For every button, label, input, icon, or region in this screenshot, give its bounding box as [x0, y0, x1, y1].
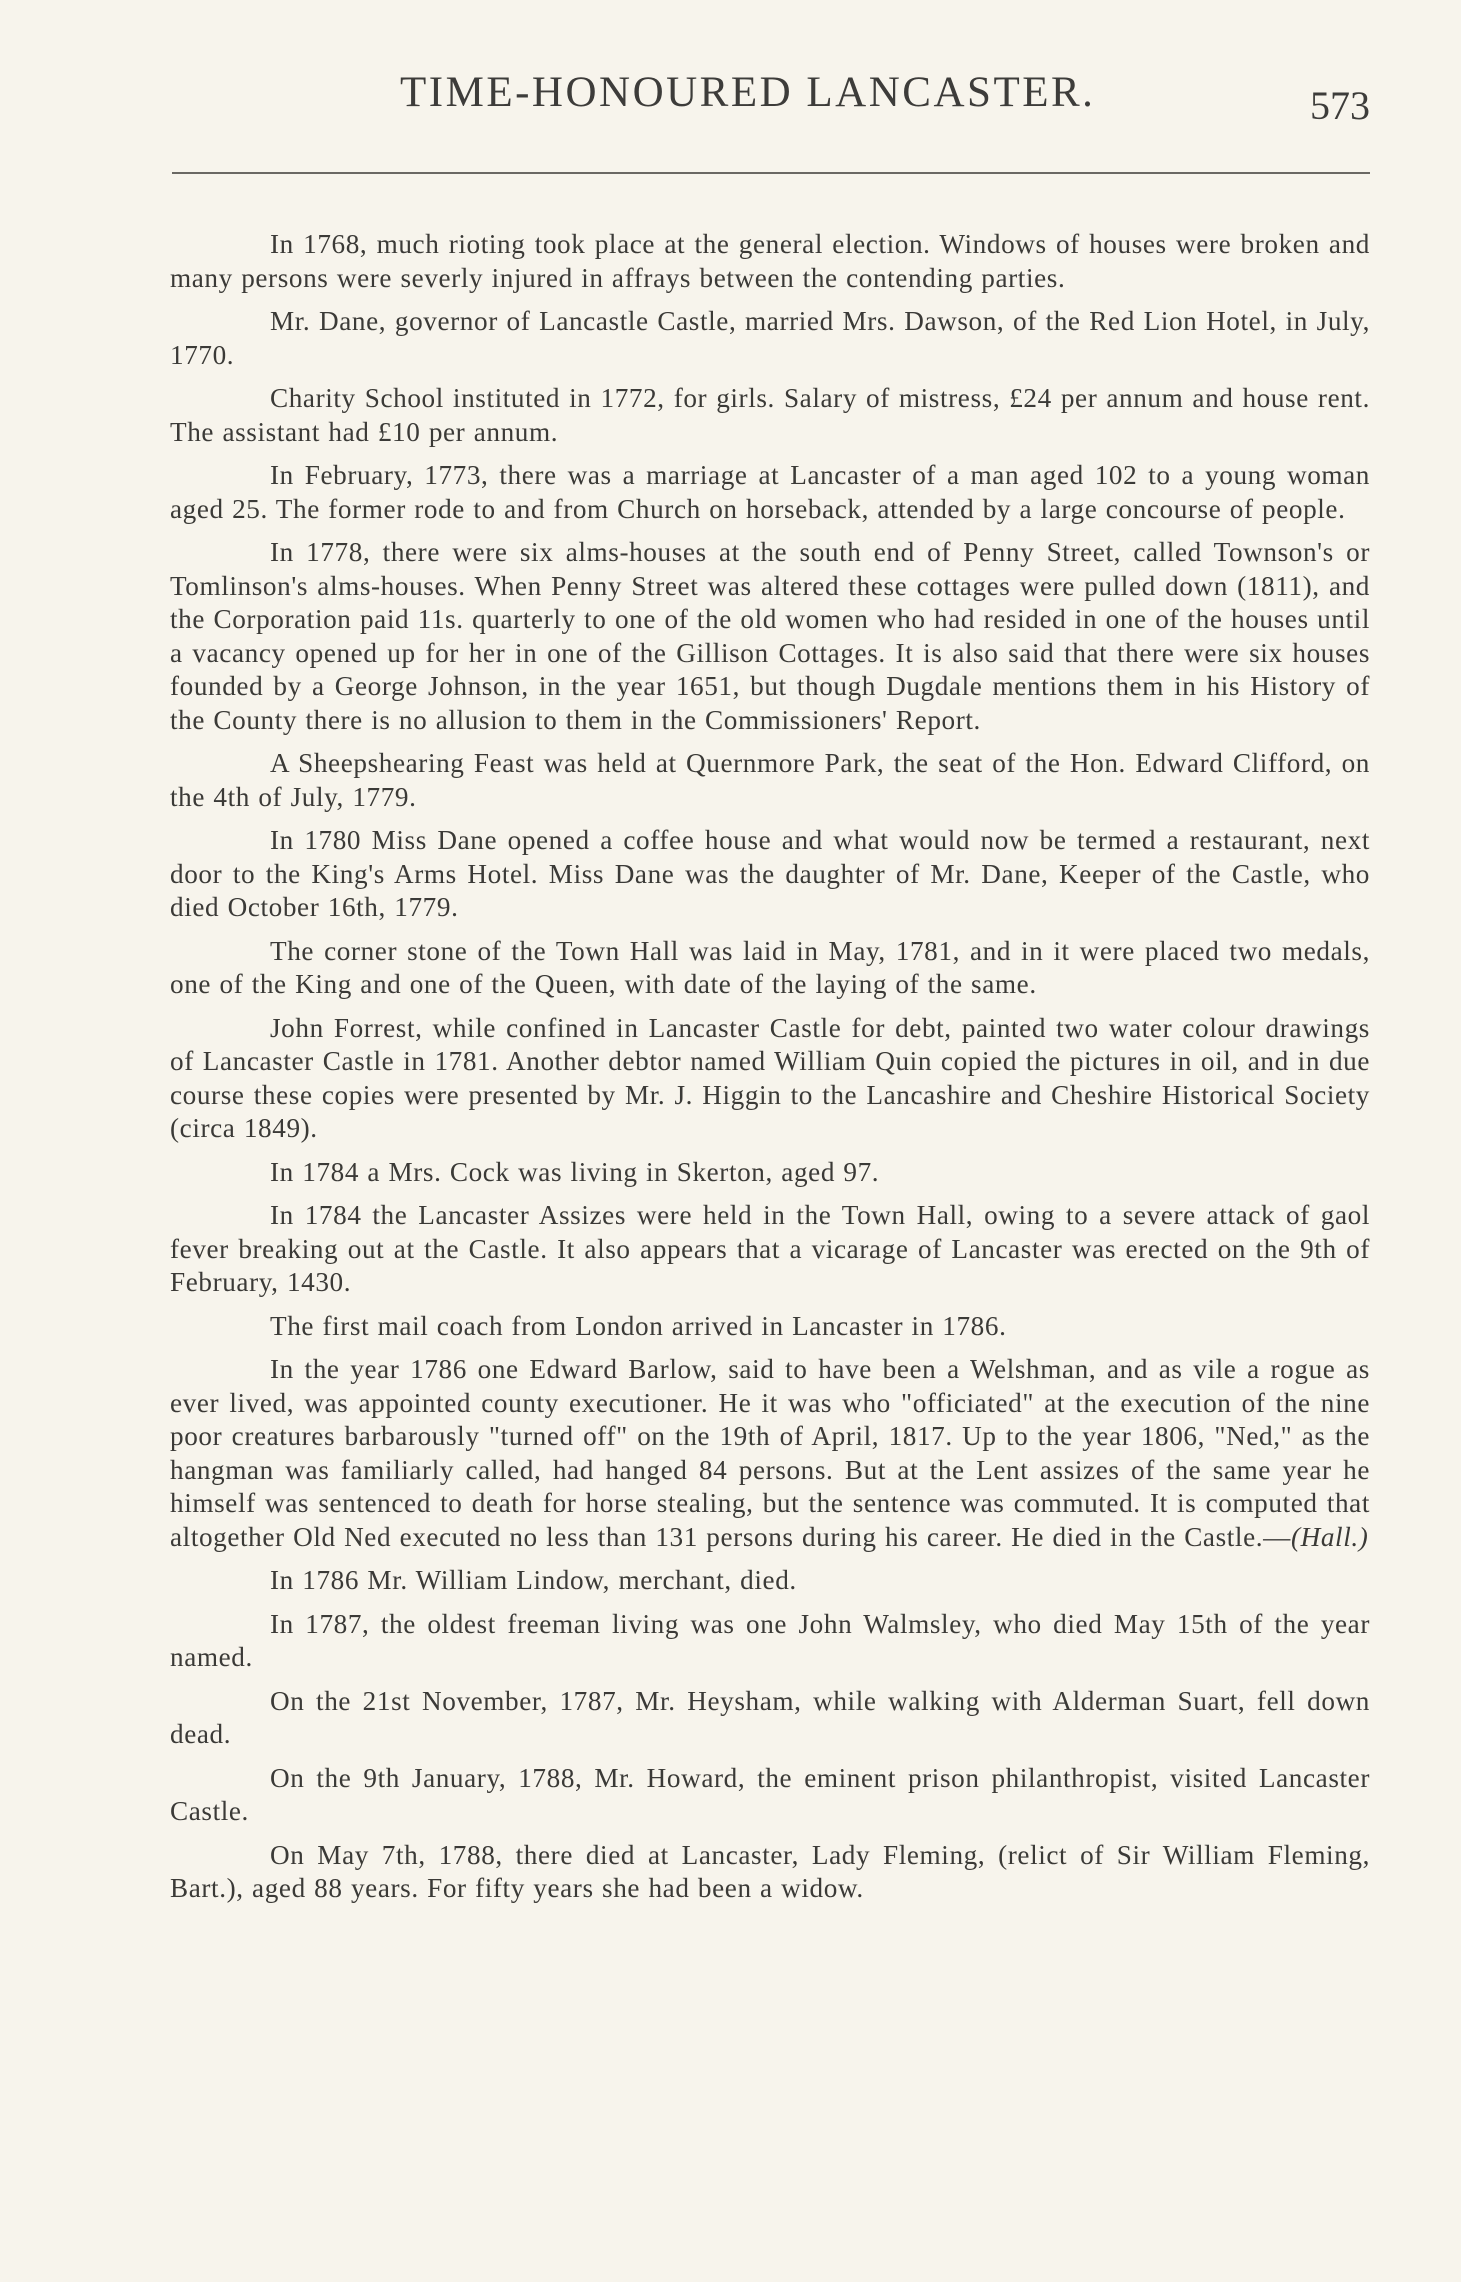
body-text: [170, 228, 1370, 1906]
citation: (Hall.): [1290, 1521, 1369, 1552]
paragraph: On May 7th, 1788, there died at Lancaster, Lady Fleming, (relict of Sir William Fleming, Bart.), aged 88 years. For fifty years she had been a widow.: [170, 1839, 1370, 1903]
paragraph: John Forrest, while confined in Lancaster Castle for debt, painted two water colour drawings of Lancaster Castle in 1781. Another debtor named William Quin copied the pictures in oil, and in due course these copies were presented by Mr. J. Higgin to the Lancashire and Cheshire Historical Society (circa 1849).: [170, 1012, 1370, 1143]
paragraph: In 1787, the oldest freeman living was one John Walmsley, who died May 15th of the year named.: [170, 1608, 1370, 1672]
header-rule: [172, 172, 1370, 174]
paragraph: The first mail coach from London arrived in Lancaster in 1786.: [270, 1310, 1007, 1341]
paragraph: In 1768, much rioting took place at the general election. Windows of houses were broken and many persons were severly injured in affrays between the contending parties.: [170, 229, 1370, 293]
paragraph: In 1784 the Lancaster Assizes were held in the Town Hall, owing to a severe attack of gaol fever breaking out at the Castle. It also appears that a vicarage of Lancaster was erected on the 9th of February, 1430.: [170, 1200, 1370, 1297]
running-head: TIME-HONOURED LANCASTER.: [400, 69, 1096, 116]
page-number: 573: [1310, 83, 1370, 128]
paragraph: In 1780 Miss Dane opened a coffee house and what would now be termed a restaurant, next door to the King's Arms Hotel. Miss Dane was the daughter of Mr. Dane, Keeper of the Castle, who died October 16th, 1779.: [170, 825, 1370, 922]
paragraph: On the 21st November, 1787, Mr. Heysham, while walking with Alderman Suart, fell down dead.: [170, 1685, 1370, 1749]
paragraph: In 1786 Mr. William Lindow, merchant, died.: [270, 1565, 797, 1595]
paragraph-with-citation: [170, 1353, 1370, 1554]
paragraph: A Sheepshearing Feast was held at Quernmore Park, the seat of the Hon. Edward Clifford, on the 4th of July, 1779.: [170, 748, 1370, 812]
paragraph: In 1784 a Mrs. Cock was living in Skerton, aged 97.: [270, 1156, 880, 1187]
paragraph: Mr. Dane, governor of Lancastle Castle, married Mrs. Dawson, of the Red Lion Hotel, in July, 1770.: [170, 306, 1370, 370]
paragraph: The corner stone of the Town Hall was laid in May, 1781, and in it were placed two medals, one of the King and one of the Queen, with date of the laying of the same.: [170, 935, 1370, 999]
paragraph: On the 9th January, 1788, Mr. Howard, the eminent prison philanthropist, visited Lancaster Castle.: [170, 1762, 1370, 1826]
paragraph: Charity School instituted in 1772, for girls. Salary of mistress, £24 per annum and house rent. The assistant had £10 per annum.: [170, 383, 1370, 447]
paragraph-text: In the year 1786 one Edward Barlow, said to have been a Welshman, and as vile a rogue as ever lived, was appointed county executioner. He it was who "officiated" at the execution of the nine poor creatures barbarously "turned off" on the 19th of April, 1817. Up to the year 1806, "Ned," as the hangman was familiarly called, had hanged 84 persons. But at the Lent assizes of the same year he himself was sentenced to death for horse stealing, but the sentence was commuted. It is computed that altogether Old Ned executed no less than 131 persons during his career. He died in the Castle.—: [170, 1354, 1370, 1552]
paragraph: In 1778, there were six alms-houses at the south end of Penny Street, called Townson's or Tomlinson's alms-houses. When Penny Street was altered these cottages were pulled down (1811), and the Corporation paid 11s. quarterly to one of the old women who had resided in one of the houses until a vacancy opened up for her in one of the Gillison Cottages. It is also said that there were six houses founded by a George Johnson, in the year 1651, but though Dugdale mentions them in his History of the County there is no allusion to them in the Commissioners' Report.: [170, 537, 1370, 735]
paragraph: In February, 1773, there was a marriage at Lancaster of a man aged 102 to a young woman aged 25. The former rode to and from Church on horseback, attended by a large concourse of people.: [170, 460, 1370, 524]
